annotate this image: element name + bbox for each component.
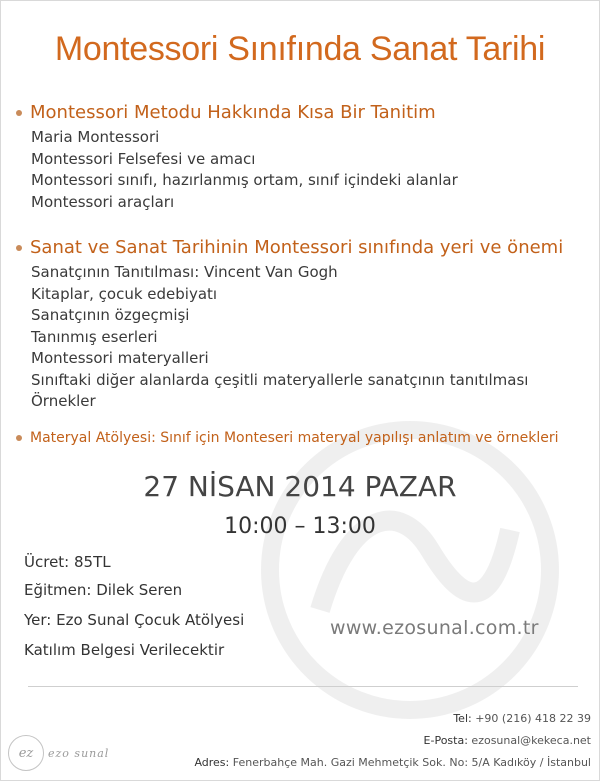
brand-logo bbox=[8, 735, 109, 771]
section-heading: Montessori Metodu Hakkında Kısa Bir Tanitim bbox=[30, 102, 436, 123]
event-time: 10:00 – 13:00 bbox=[224, 514, 376, 539]
fee-text: Ücret: 85TL bbox=[24, 553, 111, 571]
instructor-text: Eğitmen: Dilek Seren bbox=[24, 581, 183, 599]
watermark-logo bbox=[230, 420, 590, 720]
list-item: Maria Montessori bbox=[31, 128, 160, 146]
page-title: Montessori Sınıfında Sanat Tarihi bbox=[54, 30, 546, 68]
contact-address bbox=[194, 756, 591, 769]
bullet-icon bbox=[16, 435, 22, 441]
logo-text: ezo sunal bbox=[48, 746, 110, 760]
address-value: Fenerbahçe Mah. Gazi Mehmetçik Sok. No: 5/A Kadıköy / İstanbul bbox=[232, 756, 591, 769]
section-heading: Sanat ve Sanat Tarihinin Montessori sınıfında yeri ve önemi bbox=[30, 237, 564, 258]
section-workshop bbox=[16, 426, 558, 450]
event-date: 27 NİSAN 2014 PAZAR bbox=[143, 470, 457, 503]
list-item: Montessori materyalleri bbox=[31, 349, 209, 367]
section-heading: Materyal Atölyesi: Sınıf için Monteseri materyal yapılışı anlatım ve örnekleri bbox=[30, 430, 559, 446]
contact-phone bbox=[453, 712, 591, 725]
bullet-icon bbox=[16, 245, 22, 251]
phone-value[interactable]: +90 (216) 418 22 39 bbox=[475, 712, 591, 725]
list-item: Örnekler bbox=[31, 392, 96, 410]
section-method bbox=[16, 101, 458, 213]
list-item: Kitaplar, çocuk edebiyatı bbox=[31, 284, 218, 303]
place-text: Yer: Ezo Sunal Çocuk Atölyesi bbox=[24, 611, 245, 629]
logo-mark-icon: ez bbox=[8, 735, 44, 771]
certificate-text: Katılım Belgesi Verilecektir bbox=[24, 641, 225, 659]
email-value[interactable]: ezosunal@kekeca.net bbox=[471, 734, 591, 747]
phone-label: Tel: bbox=[453, 712, 472, 725]
divider bbox=[28, 686, 578, 687]
list-item: Montessori Felsefesi ve amacı bbox=[31, 149, 256, 168]
bullet-icon bbox=[16, 110, 22, 116]
list-item: Sanatçının özgeçmişi bbox=[31, 306, 190, 324]
section-art-history bbox=[16, 236, 563, 413]
email-label: E-Posta: bbox=[423, 734, 468, 747]
list-item: Sınıftaki diğer alanlarda çeşitli materyallerle sanatçının tanıtılması bbox=[31, 370, 529, 389]
list-item: Montessori sınıfı, hazırlanmış ortam, sınıf içindeki alanlar bbox=[31, 171, 458, 189]
address-label: Adres: bbox=[194, 756, 230, 769]
list-item: Tanınmış eserleri bbox=[31, 327, 158, 346]
list-item: Montessori araçları bbox=[31, 192, 175, 211]
list-item: Sanatçının Tanıtılması: Vincent Van Gogh bbox=[31, 263, 338, 281]
contact-email bbox=[424, 734, 591, 747]
website-link[interactable]: www.ezosunal.com.tr bbox=[330, 617, 539, 639]
